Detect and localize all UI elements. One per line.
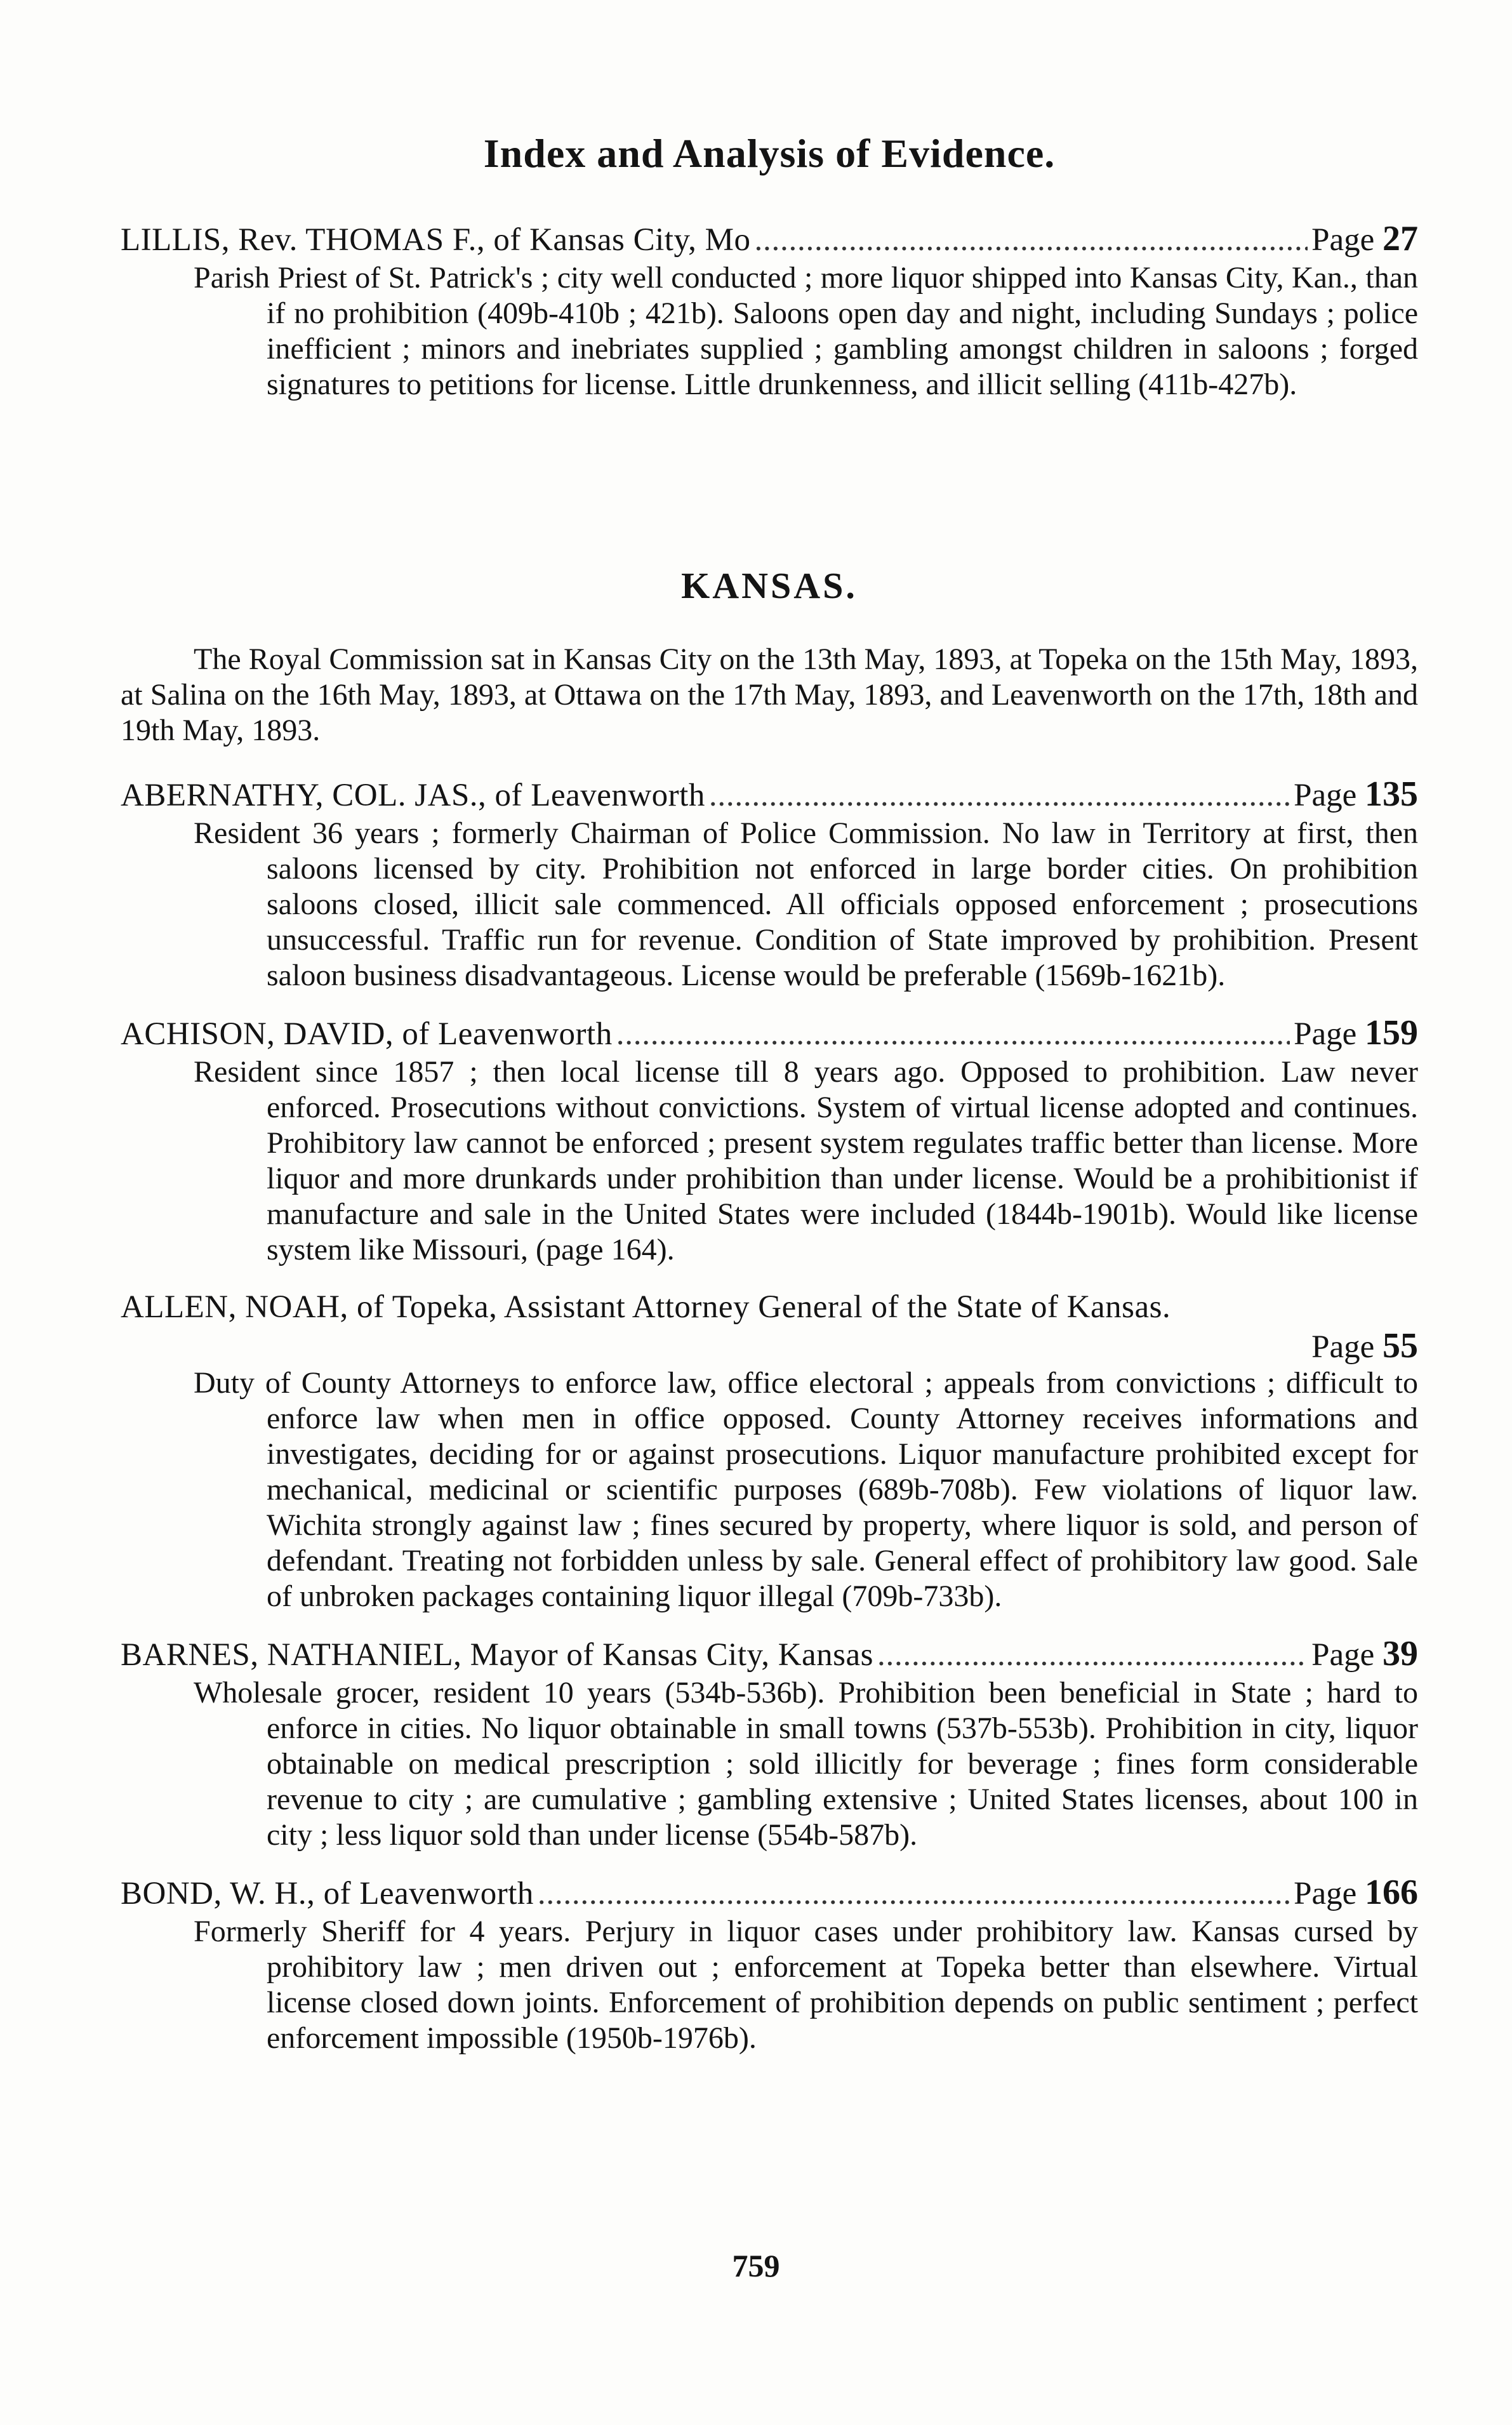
page-label: Page	[1311, 1329, 1375, 1365]
dot-leader	[616, 1014, 1290, 1054]
page-label: Page	[1311, 1637, 1375, 1673]
section-intro: The Royal Commission sat in Kansas City on the 13th May, 1893, at Topeka on the 15th May, 1893, at Salina on the 16th May, 1893, at Ottawa on the 17th May, 1893, and Leavenworth on the 17th, 18th and 19th May, 1893.	[121, 642, 1418, 747]
entry-name: LILLIS, Rev. THOMAS F., of Kansas City, Mo	[121, 222, 751, 258]
entry-name: BARNES, NATHANIEL, Mayor of Kansas City, Kansas	[121, 1637, 873, 1673]
entry-name: ABERNATHY, COL. JAS., of Leavenworth	[121, 778, 705, 813]
section-title: KANSAS.	[681, 565, 858, 606]
entry-heading	[121, 1287, 1418, 1327]
entry-body: Wholesale grocer, resident 10 years (534b-536b). Prohibition been beneficial in State ; hard to enforce in cities. No liquor obtainable in small towns (537b-553b). Prohibition in city, liquor obtainable on medical prescription ; sold illicitly for beverage ; fines form considerable revenue to city ; are cumulative ; gambling extensive ; United States licenses, about 100 in city ; less liquor sold than under license (554b-587b).	[194, 1676, 1418, 1852]
page-number: 159	[1365, 1013, 1418, 1053]
page-number: 27	[1383, 219, 1418, 258]
entry-name: ALLEN, NOAH, of Topeka, Assistant Attorney General of the State of Kansas.	[121, 1289, 1171, 1325]
page-reference	[1294, 1872, 1418, 1914]
page-number: 39	[1383, 1634, 1418, 1673]
index-entry-barnes	[121, 1633, 1418, 1853]
entry-heading	[121, 218, 1418, 260]
page-reference	[1294, 1013, 1418, 1054]
dot-leader	[755, 220, 1308, 260]
entry-name: BOND, W. H., of Leavenworth	[121, 1876, 534, 1911]
dot-leader	[877, 1635, 1308, 1675]
page-folio-number: 759	[732, 2248, 780, 2283]
page-label: Page	[1294, 1016, 1357, 1052]
entry-heading	[121, 1872, 1418, 1914]
entry-heading	[121, 1633, 1418, 1675]
dot-leader	[538, 1873, 1290, 1914]
entry-heading	[121, 774, 1418, 816]
page-label: Page	[1294, 1876, 1357, 1911]
page-reference	[121, 1327, 1418, 1365]
page-number: 55	[1383, 1326, 1418, 1365]
page-label: Page	[1294, 778, 1357, 813]
entry-body: Formerly Sheriff for 4 years. Perjury in liquor cases under prohibitory law. Kansas cursed by prohibitory law ; men driven out ; enforcement at Topeka better than elsewhere. Virtual license closed down joints. Enforcement of prohibition depends on public sentiment ; perfect enforcement impossible (1950b-1976b).	[194, 1915, 1418, 2055]
entry-body: Resident since 1857 ; then local license till 8 years ago. Opposed to prohibition. Law never enforced. Prosecutions without convictions. System of virtual license adopted and continues. Prohibitory law cannot be enforced ; present system regulates traffic better than license. More liquor and more drunkards under prohibition than under license. Would be a prohibitionist if manufacture and sale in the United States were included (1844b-1901b). Would like license system like Missouri, (page 164).	[194, 1055, 1418, 1266]
page-reference	[1311, 1633, 1418, 1675]
entry-heading	[121, 1013, 1418, 1054]
index-entry-achison	[121, 1013, 1418, 1268]
page-reference	[1294, 774, 1418, 816]
entry-name: ACHISON, DAVID, of Leavenworth	[121, 1016, 613, 1052]
index-entry-lillis	[121, 218, 1418, 402]
index-entry-bond	[121, 1872, 1418, 2056]
entry-body: Resident 36 years ; formerly Chairman of Police Commission. No law in Territory at first, then saloons licensed by city. Prohibition not enforced in large border cities. On prohibition saloons closed, illicit sale commenced. All officials opposed enforcement ; prosecutions unsuccessful. Traffic run for revenue. Condition of State improved by prohibition. Present saloon business disadvantageous. License would be preferable (1569b-1621b).	[194, 816, 1418, 992]
entry-body: Duty of County Attorneys to enforce law, office electoral ; appeals from convictions ; difficult to enforce law when men in office opposed. County Attorney receives informations and investigates, deciding for or against prosecutions. Liquor manufacture prohibited except for mechanical, medicinal or scientific purposes (689b-708b). Few violations of liquor law. Wichita strongly against law ; fines secured by property, where liquor is sold, and person of defendant. Treating not forbidden unless by sale. General effect of prohibitory law good. Sale of unbroken packages containing liquor illegal (709b-733b).	[194, 1366, 1418, 1613]
index-entry-allen	[121, 1287, 1418, 1614]
index-entry-abernathy	[121, 774, 1418, 993]
page-number: 166	[1365, 1873, 1418, 1912]
entry-body: Parish Priest of St. Patrick's ; city well conducted ; more liquor shipped into Kansas City, Kan., than if no prohibition (409b-410b ; 421b). Saloons open day and night, including Sundays ; police inefficient ; minors and inebriates supplied ; gambling amongst children in saloons ; forged signatures to petitions for license. Little drunkenness, and illicit selling (411b-427b).	[194, 261, 1418, 401]
page-title: Index and Analysis of Evidence.	[483, 131, 1056, 176]
dot-leader	[709, 775, 1290, 816]
page-number: 135	[1365, 774, 1418, 814]
page-label: Page	[1311, 222, 1375, 258]
page-reference	[1311, 218, 1418, 260]
